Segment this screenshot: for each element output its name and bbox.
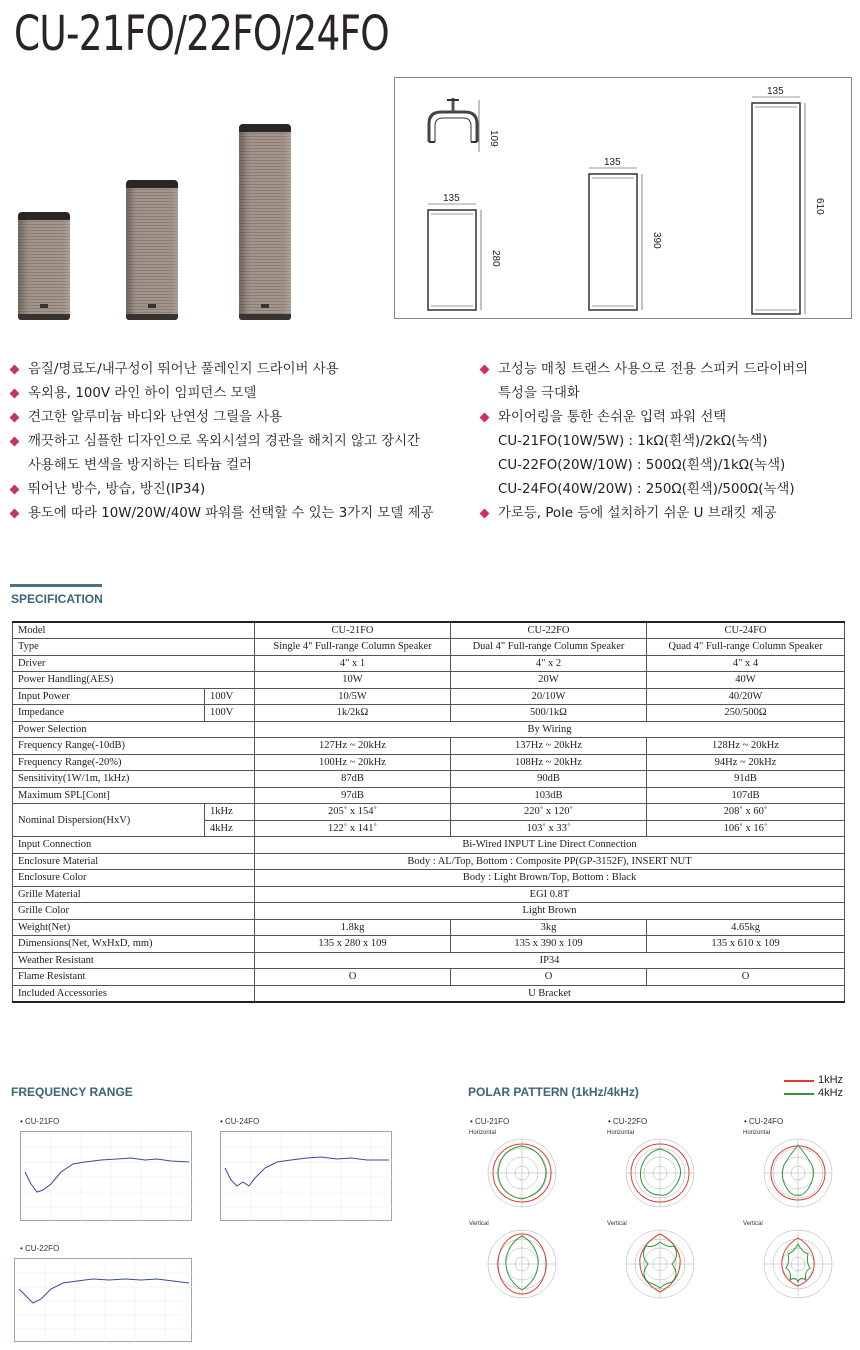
polar-model-label: • CU-22FO — [608, 1117, 648, 1126]
polar-model-label: • CU-24FO — [744, 1117, 784, 1126]
table-row: Driver 4" x 1 4" x 2 4" x 4 — [13, 655, 845, 672]
legend-item-1khz: 1kHz — [784, 1074, 843, 1087]
feature-item: 깨끗하고 심플한 디자인으로 옥외시설의 경관을 해치지 않고 장시간 사용해도 변색을 방지하는 티타늄 컬러 — [10, 430, 460, 478]
polar-cu-24fo-horizontal — [762, 1137, 834, 1209]
fr-chart-cu-24fo — [220, 1131, 392, 1221]
table-row: Input Power 100V 10/5W 20/10W 40/20W — [13, 688, 845, 705]
table-row: Power Selection By Wiring — [13, 721, 845, 738]
polar-horizontal-label: Horizontal — [743, 1130, 771, 1136]
spec-title: SPECIFICATION — [11, 592, 103, 606]
table-row: Input Connection Bi-Wired INPUT Line Direct Connection — [13, 837, 845, 854]
dim-bracket-height: 109 — [488, 130, 499, 147]
polar-cu-22fo-horizontal — [624, 1137, 696, 1209]
product-photo — [10, 110, 310, 320]
dim-small-width: 135 — [443, 193, 460, 204]
table-row: Frequency Range(-20%) 100Hz ~ 20kHz 108Hz ~ 20kHz 94Hz ~ 20kHz — [13, 754, 845, 771]
polar-model-label: • CU-21FO — [470, 1117, 510, 1126]
polar-cu-22fo-vertical — [624, 1228, 696, 1300]
table-row: Flame Resistant O O O — [13, 969, 845, 986]
polar-vertical-label: Vertical — [607, 1221, 627, 1227]
spec-title-bar — [10, 584, 102, 587]
table-row: Type Single 4" Full-range Column Speaker Dual 4" Full-range Column Speaker Quad 4" Full-range Column Speaker — [13, 639, 845, 656]
feature-item: 음질/명료도/내구성이 뛰어난 풀레인지 드라이버 사용 — [10, 358, 460, 382]
table-row: Nominal Dispersion(HxV) 1kHz 205˚ x 154˚ 220˚ x 120˚ 208˚ x 60˚ — [13, 804, 845, 821]
polar-vertical-label: Vertical — [743, 1221, 763, 1227]
fr-chart-cu-21fo — [20, 1131, 192, 1221]
fr-chart-label: • CU-24FO — [220, 1117, 260, 1126]
feature-item: 견고한 알루미늄 바디와 난연성 그릴을 사용 — [10, 406, 460, 430]
polar-cu-24fo-vertical — [762, 1228, 834, 1300]
dim-tall-width: 135 — [767, 86, 784, 97]
polar-vertical-label: Vertical — [469, 1221, 489, 1227]
table-row: Impedance 100V 1k/2kΩ 500/1kΩ 250/500Ω — [13, 705, 845, 722]
table-row: Grille Color Light Brown — [13, 903, 845, 920]
frequency-range-title: FREQUENCY RANGE — [11, 1085, 133, 1099]
speaker-cu-21fo-image — [18, 212, 70, 320]
dim-mid-height: 390 — [651, 232, 662, 249]
dimensions-drawing — [394, 77, 852, 319]
dim-small-height: 280 — [490, 250, 501, 267]
table-row: Weight(Net) 1.8kg 3kg 4.65kg — [13, 919, 845, 936]
feature-item: 뛰어난 방수, 방습, 방진(IP34) — [10, 478, 460, 502]
polar-cu-21fo-vertical — [486, 1228, 558, 1300]
fr-chart-label: • CU-21FO — [20, 1117, 60, 1126]
spec-table — [12, 621, 845, 1003]
table-row: Weather Resistant IP34 — [13, 952, 845, 969]
feature-item: 옥외용, 100V 라인 하이 임피던스 모델 — [10, 382, 460, 406]
feature-item: 고성능 매칭 트랜스 사용으로 전용 스피커 드라이버의 특성을 극대화 — [480, 358, 850, 406]
table-row: Power Handling(AES) 10W 20W 40W — [13, 672, 845, 689]
polar-legend — [784, 1074, 843, 1100]
table-row: Maximum SPL[Cont] 97dB 103dB 107dB — [13, 787, 845, 804]
polar-horizontal-label: Horizontal — [607, 1130, 635, 1136]
features-left — [10, 358, 460, 526]
speaker-cu-24fo-image — [239, 124, 291, 320]
dim-tall-height: 610 — [814, 198, 825, 215]
feature-item: 용도에 따라 10W/20W/40W 파워를 선택할 수 있는 3가지 모델 제공 — [10, 502, 460, 526]
feature-item: 와이어링을 통한 손쉬운 입력 파워 선택 CU-21FO(10W/5W) : 1kΩ(흰색)/2kΩ(녹색) CU-22FO(20W/10W) : 500Ω(흰색)/1kΩ(녹색) CU-24FO(40W/20W) : 250Ω(흰색)/500Ω(녹색) — [480, 406, 850, 502]
table-row: Grille Material EGI 0.8T — [13, 886, 845, 903]
table-row: Model CU-21FO CU-22FO CU-24FO — [13, 622, 845, 639]
polar-cu-21fo-horizontal — [486, 1137, 558, 1209]
page-title: CU-21FO/22FO/24FO — [14, 6, 389, 62]
feature-item: 가로등, Pole 등에 설치하기 쉬운 U 브래킷 제공 — [480, 502, 850, 526]
table-row: Frequency Range(-10dB) 127Hz ~ 20kHz 137Hz ~ 20kHz 128Hz ~ 20kHz — [13, 738, 845, 755]
fr-chart-label: • CU-22FO — [20, 1244, 60, 1253]
polar-horizontal-label: Horizontal — [469, 1130, 497, 1136]
table-row: Enclosure Color Body : Light Brown/Top, Bottom : Black — [13, 870, 845, 887]
table-row: Dimensions(Net, WxHxD, mm) 135 x 280 x 109 135 x 390 x 109 135 x 610 x 109 — [13, 936, 845, 953]
table-row: Sensitivity(1W/1m, 1kHz) 87dB 90dB 91dB — [13, 771, 845, 788]
polar-pattern-title: POLAR PATTERN (1kHz/4kHz) — [468, 1085, 639, 1099]
legend-item-4khz: 4kHz — [784, 1087, 843, 1100]
table-row: Enclosure Material Body : AL/Top, Bottom : Composite PP(GP-3152F), INSERT NUT — [13, 853, 845, 870]
features-right — [480, 358, 850, 526]
speaker-cu-22fo-image — [126, 180, 178, 320]
dim-mid-width: 135 — [604, 157, 621, 168]
table-row: Included Accessories U Bracket — [13, 985, 845, 1002]
fr-chart-cu-22fo — [14, 1258, 192, 1342]
table-row: 4kHz 122˚ x 141˚ 103˚ x 33˚ 106˚ x 16˚ — [13, 820, 845, 837]
